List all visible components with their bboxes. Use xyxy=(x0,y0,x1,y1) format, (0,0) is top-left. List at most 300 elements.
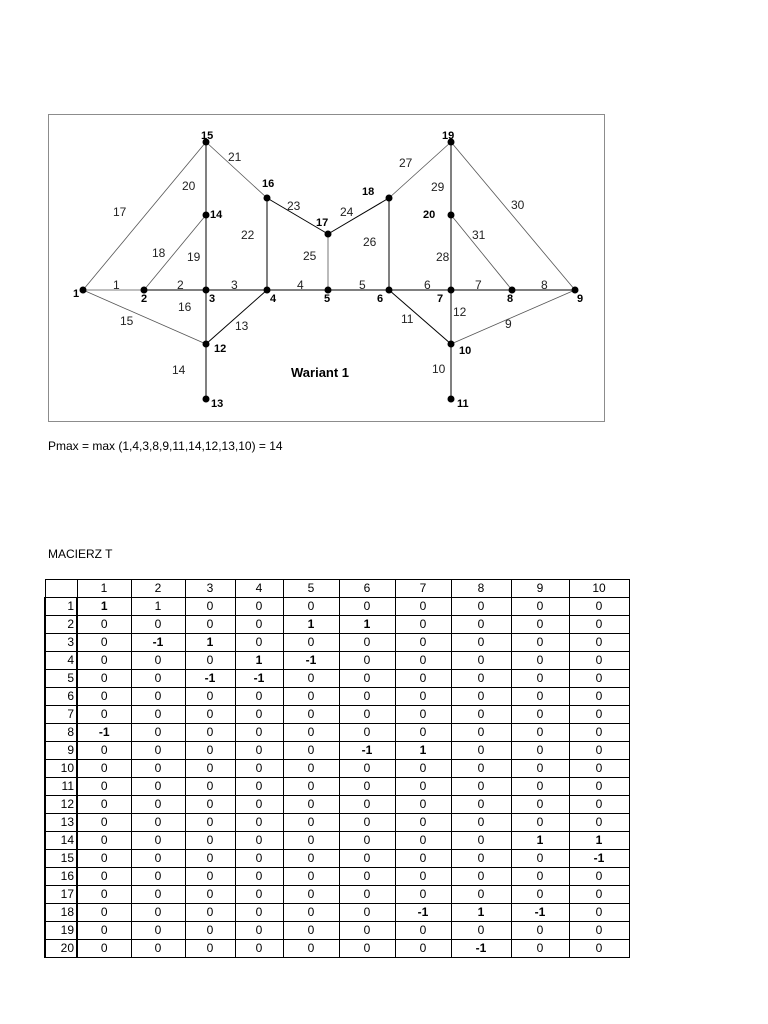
edge-label: 29 xyxy=(431,180,445,194)
matrix-row-header: 1 xyxy=(45,598,77,616)
matrix-cell: 0 xyxy=(511,922,569,940)
edge-label: 31 xyxy=(472,228,486,242)
matrix-cell: 0 xyxy=(235,724,283,742)
matrix-cell: 0 xyxy=(77,778,131,796)
matrix-column-header: 8 xyxy=(451,580,511,598)
matrix-row xyxy=(45,742,629,760)
matrix-cell: 0 xyxy=(283,742,339,760)
matrix-cell: 0 xyxy=(77,616,131,634)
matrix-cell: 0 xyxy=(511,760,569,778)
matrix-cell: 0 xyxy=(395,814,451,832)
matrix-row-header: 12 xyxy=(45,796,77,814)
graph-figure xyxy=(48,114,605,422)
matrix-cell: 0 xyxy=(283,688,339,706)
matrix-cell: 0 xyxy=(451,742,511,760)
matrix-cell: 0 xyxy=(283,706,339,724)
node-label: 2 xyxy=(141,293,148,305)
matrix-cell: 0 xyxy=(235,688,283,706)
matrix-row-header: 18 xyxy=(45,904,77,922)
matrix-row-header: 19 xyxy=(45,922,77,940)
edge-label: 23 xyxy=(287,199,301,213)
matrix-cell: 0 xyxy=(185,598,235,616)
edge-label: 28 xyxy=(436,250,450,264)
matrix-cell: 0 xyxy=(235,778,283,796)
matrix-cell: 0 xyxy=(395,652,451,670)
matrix-row-header: 13 xyxy=(45,814,77,832)
matrix-row-header: 8 xyxy=(45,724,77,742)
matrix-cell: 0 xyxy=(185,760,235,778)
matrix-cell: 0 xyxy=(395,616,451,634)
matrix-cell: 1 xyxy=(339,616,395,634)
matrix-cell: 0 xyxy=(235,868,283,886)
edge-label: 8 xyxy=(541,278,548,292)
matrix-cell: 0 xyxy=(569,742,629,760)
edge-label: 16 xyxy=(178,300,192,314)
matrix-cell: 0 xyxy=(283,634,339,652)
matrix-cell: 0 xyxy=(395,634,451,652)
node-label: 4 xyxy=(270,293,277,305)
matrix-cell: 0 xyxy=(511,940,569,958)
matrix-cell: 0 xyxy=(395,796,451,814)
graph-node xyxy=(203,212,210,219)
matrix-cell: 0 xyxy=(283,796,339,814)
matrix-cell: 0 xyxy=(339,634,395,652)
matrix-cell: 0 xyxy=(339,832,395,850)
matrix-cell: 0 xyxy=(131,670,185,688)
matrix-cell: 0 xyxy=(77,670,131,688)
edge-label: 7 xyxy=(475,278,482,292)
matrix-cell: 0 xyxy=(569,868,629,886)
graph-node xyxy=(386,287,393,294)
edge-label: 20 xyxy=(182,179,196,193)
node-label: 1 xyxy=(73,288,80,300)
matrix-cell: 0 xyxy=(235,904,283,922)
matrix-cell: 0 xyxy=(77,742,131,760)
node-label: 14 xyxy=(210,209,223,221)
matrix-header-row xyxy=(45,580,629,598)
matrix-cell: 0 xyxy=(185,850,235,868)
edge-label: 27 xyxy=(399,156,413,170)
matrix-cell: 0 xyxy=(511,652,569,670)
node-label: 18 xyxy=(362,186,375,198)
edge-label: 26 xyxy=(363,235,377,249)
matrix-cell: 0 xyxy=(451,670,511,688)
graph-edge xyxy=(206,290,267,344)
matrix-cell: 0 xyxy=(235,922,283,940)
matrix-row xyxy=(45,904,629,922)
edge-label: 6 xyxy=(424,278,431,292)
matrix-cell: 0 xyxy=(131,850,185,868)
matrix-cell: 0 xyxy=(511,634,569,652)
matrix-cell: -1 xyxy=(283,652,339,670)
matrix-cell: 0 xyxy=(569,904,629,922)
node-label: 7 xyxy=(437,293,444,305)
edge-label: 13 xyxy=(235,319,249,333)
matrix-cell: 1 xyxy=(451,904,511,922)
matrix-column-header: 4 xyxy=(235,580,283,598)
matrix-cell: 0 xyxy=(451,922,511,940)
matrix-cell: -1 xyxy=(451,940,511,958)
matrix-cell: 0 xyxy=(395,832,451,850)
matrix-cell: 0 xyxy=(451,850,511,868)
matrix-cell: 0 xyxy=(185,742,235,760)
node-label: 17 xyxy=(316,217,329,229)
matrix-column-header: 9 xyxy=(511,580,569,598)
matrix-cell: 0 xyxy=(77,850,131,868)
matrix-cell: 0 xyxy=(395,940,451,958)
graph-node xyxy=(448,341,455,348)
matrix-cell: 0 xyxy=(339,922,395,940)
edge-label: 22 xyxy=(241,228,255,242)
matrix-cell: 0 xyxy=(339,886,395,904)
matrix-cell: 0 xyxy=(77,940,131,958)
matrix-cell: 1 xyxy=(569,832,629,850)
edge-label: 15 xyxy=(120,314,134,328)
matrix-column-header: 7 xyxy=(395,580,451,598)
matrix-cell: 0 xyxy=(339,850,395,868)
matrix-row-header: 15 xyxy=(45,850,77,868)
matrix-row-header: 7 xyxy=(45,706,77,724)
node-label: 20 xyxy=(423,209,436,221)
matrix-row xyxy=(45,760,629,778)
matrix-cell: 0 xyxy=(131,868,185,886)
matrix-row xyxy=(45,940,629,958)
matrix-cell: 0 xyxy=(339,670,395,688)
node-label: 19 xyxy=(442,130,455,142)
matrix-cell: 0 xyxy=(395,724,451,742)
matrix-cell: 0 xyxy=(451,688,511,706)
graph-node xyxy=(448,212,455,219)
node-label: 8 xyxy=(507,293,514,305)
edge-label: 19 xyxy=(187,250,201,264)
matrix-row xyxy=(45,616,629,634)
matrix-row xyxy=(45,670,629,688)
matrix-cell: 0 xyxy=(131,922,185,940)
edge-label: 14 xyxy=(172,363,186,377)
matrix-cell: 0 xyxy=(77,904,131,922)
matrix-row xyxy=(45,598,629,616)
matrix-cell: 0 xyxy=(235,760,283,778)
matrix-cell: 0 xyxy=(185,778,235,796)
matrix-cell: 0 xyxy=(569,796,629,814)
matrix-cell: 0 xyxy=(283,886,339,904)
matrix-cell: 0 xyxy=(283,598,339,616)
matrix-cell: 0 xyxy=(185,832,235,850)
matrix-cell: 0 xyxy=(395,868,451,886)
matrix-cell: 0 xyxy=(339,760,395,778)
matrix-cell: 1 xyxy=(77,598,131,616)
matrix-cell: 0 xyxy=(283,940,339,958)
matrix-cell: 0 xyxy=(511,796,569,814)
matrix-row-header: 17 xyxy=(45,886,77,904)
matrix-cell: 0 xyxy=(235,706,283,724)
matrix-cell: -1 xyxy=(77,724,131,742)
matrix-column-header: 10 xyxy=(569,580,629,598)
matrix-cell: 0 xyxy=(77,796,131,814)
matrix-cell: -1 xyxy=(339,742,395,760)
matrix-cell: 0 xyxy=(395,688,451,706)
matrix-column-header: 3 xyxy=(185,580,235,598)
edge-label: 10 xyxy=(432,362,446,376)
matrix-cell: 0 xyxy=(235,814,283,832)
matrix-cell: 0 xyxy=(451,598,511,616)
matrix-cell: 0 xyxy=(395,850,451,868)
matrix-cell: 0 xyxy=(185,886,235,904)
matrix-cell: 0 xyxy=(339,598,395,616)
matrix-cell: 1 xyxy=(283,616,339,634)
matrix-cell: 0 xyxy=(339,904,395,922)
matrix-cell: 1 xyxy=(511,832,569,850)
matrix-cell: 0 xyxy=(283,904,339,922)
node-label: 13 xyxy=(211,398,224,410)
graph-node xyxy=(448,396,455,403)
matrix-cell: 0 xyxy=(339,814,395,832)
edge-label: 9 xyxy=(505,317,512,331)
matrix-cell: 0 xyxy=(235,616,283,634)
matrix-cell: 0 xyxy=(131,616,185,634)
matrix-title: MACIERZ T xyxy=(48,547,113,561)
matrix-row xyxy=(45,796,629,814)
matrix-cell: 0 xyxy=(131,904,185,922)
graph-node xyxy=(448,287,455,294)
matrix-cell: 0 xyxy=(569,922,629,940)
matrix-cell: 0 xyxy=(569,616,629,634)
matrix-cell: 0 xyxy=(451,832,511,850)
matrix-cell: 0 xyxy=(185,904,235,922)
matrix-row xyxy=(45,850,629,868)
matrix-cell: 0 xyxy=(569,634,629,652)
matrix-cell: 0 xyxy=(185,616,235,634)
matrix-cell: 1 xyxy=(185,634,235,652)
matrix-cell: 0 xyxy=(283,832,339,850)
matrix-cell: 0 xyxy=(235,598,283,616)
edge-label: 2 xyxy=(177,278,184,292)
matrix-cell: 0 xyxy=(235,796,283,814)
matrix-cell: 0 xyxy=(235,940,283,958)
matrix-cell: 0 xyxy=(283,778,339,796)
matrix-cell: 0 xyxy=(569,688,629,706)
matrix-cell: 0 xyxy=(451,760,511,778)
matrix-cell: 0 xyxy=(451,814,511,832)
matrix-cell: 0 xyxy=(451,886,511,904)
matrix-cell: 0 xyxy=(339,778,395,796)
matrix-cell: 0 xyxy=(511,670,569,688)
edge-label: 11 xyxy=(401,312,414,326)
matrix-row xyxy=(45,706,629,724)
matrix-column-header: 1 xyxy=(77,580,131,598)
matrix-cell: -1 xyxy=(235,670,283,688)
matrix-cell: 0 xyxy=(569,670,629,688)
matrix-column-header: 6 xyxy=(339,580,395,598)
graph-edge xyxy=(451,142,575,290)
matrix-cell: 0 xyxy=(511,886,569,904)
matrix-cell: 0 xyxy=(511,688,569,706)
matrix-cell: 0 xyxy=(131,886,185,904)
matrix-row xyxy=(45,886,629,904)
matrix-cell: 0 xyxy=(569,760,629,778)
matrix-cell: 0 xyxy=(131,778,185,796)
matrix-t-table xyxy=(44,579,630,958)
matrix-cell: 0 xyxy=(185,688,235,706)
matrix-cell: 0 xyxy=(77,760,131,778)
matrix-row-header: 11 xyxy=(45,778,77,796)
matrix-cell: 0 xyxy=(77,868,131,886)
matrix-cell: 0 xyxy=(131,832,185,850)
matrix-cell: 0 xyxy=(569,598,629,616)
matrix-cell: 0 xyxy=(77,814,131,832)
matrix-row xyxy=(45,778,629,796)
matrix-cell: 0 xyxy=(569,706,629,724)
matrix-cell: 0 xyxy=(451,634,511,652)
node-label: 3 xyxy=(209,293,216,305)
matrix-cell: 0 xyxy=(451,796,511,814)
node-label: 16 xyxy=(262,178,275,190)
edge-label: 3 xyxy=(231,278,238,292)
matrix-cell: 0 xyxy=(185,796,235,814)
matrix-cell: 0 xyxy=(185,724,235,742)
matrix-cell: -1 xyxy=(131,634,185,652)
edge-label: 24 xyxy=(340,205,354,219)
matrix-cell: 0 xyxy=(511,742,569,760)
edge-label: 21 xyxy=(228,150,242,164)
matrix-cell: 0 xyxy=(77,706,131,724)
matrix-cell: 0 xyxy=(511,616,569,634)
matrix-cell: 0 xyxy=(339,688,395,706)
matrix-row-header: 20 xyxy=(45,940,77,958)
matrix-row-header: 2 xyxy=(45,616,77,634)
matrix-cell: 1 xyxy=(131,598,185,616)
matrix-row-header: 16 xyxy=(45,868,77,886)
graph-node xyxy=(203,341,210,348)
graph-diagram xyxy=(49,115,606,423)
matrix-cell: 0 xyxy=(131,796,185,814)
matrix-column-header: 5 xyxy=(283,580,339,598)
matrix-row-header: 3 xyxy=(45,634,77,652)
matrix-row xyxy=(45,814,629,832)
matrix-cell: 0 xyxy=(185,814,235,832)
matrix-cell: 0 xyxy=(77,832,131,850)
matrix-cell: 0 xyxy=(451,616,511,634)
edge-label: 18 xyxy=(152,246,166,260)
matrix-row-header: 5 xyxy=(45,670,77,688)
matrix-cell: 0 xyxy=(235,832,283,850)
matrix-cell: 0 xyxy=(511,598,569,616)
matrix-cell: 0 xyxy=(131,940,185,958)
matrix-cell: 0 xyxy=(185,868,235,886)
matrix-cell: 0 xyxy=(395,778,451,796)
matrix-cell: 0 xyxy=(185,940,235,958)
matrix-cell: 0 xyxy=(77,634,131,652)
matrix-cell: 0 xyxy=(339,940,395,958)
matrix-cell: 1 xyxy=(235,652,283,670)
matrix-cell: 0 xyxy=(511,706,569,724)
matrix-row xyxy=(45,868,629,886)
matrix-cell: 0 xyxy=(77,886,131,904)
node-label: 9 xyxy=(577,293,584,305)
edge-label: 4 xyxy=(297,278,304,292)
matrix-cell: 0 xyxy=(131,742,185,760)
matrix-cell: 0 xyxy=(185,922,235,940)
matrix-row xyxy=(45,724,629,742)
matrix-cell: 0 xyxy=(339,652,395,670)
matrix-cell: 0 xyxy=(511,724,569,742)
matrix-cell: 0 xyxy=(77,922,131,940)
matrix-cell: 0 xyxy=(235,634,283,652)
matrix-cell: 0 xyxy=(511,778,569,796)
matrix-cell: 0 xyxy=(511,868,569,886)
matrix-row-header: 14 xyxy=(45,832,77,850)
matrix-cell: 0 xyxy=(283,760,339,778)
matrix-cell: 0 xyxy=(569,724,629,742)
matrix-cell: 0 xyxy=(339,868,395,886)
matrix-cell: 0 xyxy=(283,670,339,688)
matrix-row-header: 4 xyxy=(45,652,77,670)
matrix-cell: 1 xyxy=(395,742,451,760)
node-label: 11 xyxy=(457,398,469,410)
matrix-cell: 0 xyxy=(131,760,185,778)
matrix-cell: 0 xyxy=(283,724,339,742)
graph-edge xyxy=(83,142,206,290)
matrix-cell: 0 xyxy=(569,814,629,832)
matrix-cell: 0 xyxy=(511,814,569,832)
matrix-cell: 0 xyxy=(131,652,185,670)
matrix-cell: 0 xyxy=(131,814,185,832)
matrix-cell: 0 xyxy=(451,868,511,886)
matrix-cell: 0 xyxy=(77,652,131,670)
node-label: 15 xyxy=(201,130,214,142)
graph-node xyxy=(325,231,332,238)
matrix-column-header: 2 xyxy=(131,580,185,598)
edge-label: 5 xyxy=(359,278,366,292)
graph-node xyxy=(264,195,271,202)
node-label: 10 xyxy=(459,345,472,357)
edge-label: 25 xyxy=(303,249,317,263)
matrix-row xyxy=(45,634,629,652)
matrix-row xyxy=(45,688,629,706)
matrix-row xyxy=(45,832,629,850)
edge-label: 12 xyxy=(453,305,467,319)
matrix-cell: 0 xyxy=(451,706,511,724)
variant-label: Wariant 1 xyxy=(291,365,350,380)
matrix-cell: -1 xyxy=(511,904,569,922)
matrix-cell: 0 xyxy=(395,760,451,778)
graph-edge xyxy=(328,198,389,234)
matrix-cell: -1 xyxy=(395,904,451,922)
matrix-cell: 0 xyxy=(395,886,451,904)
matrix-cell: 0 xyxy=(131,688,185,706)
edge-label: 1 xyxy=(113,278,120,292)
matrix-cell: 0 xyxy=(235,742,283,760)
matrix-cell: 0 xyxy=(569,652,629,670)
matrix-cell: 0 xyxy=(235,886,283,904)
matrix-cell: 0 xyxy=(131,706,185,724)
node-label: 6 xyxy=(377,293,384,305)
matrix-row xyxy=(45,922,629,940)
matrix-cell: 0 xyxy=(451,724,511,742)
matrix-cell: 0 xyxy=(569,940,629,958)
graph-node xyxy=(80,287,87,294)
matrix-cell: 0 xyxy=(283,922,339,940)
matrix-cell: -1 xyxy=(569,850,629,868)
matrix-cell: 0 xyxy=(395,670,451,688)
matrix-cell: 0 xyxy=(569,886,629,904)
matrix-cell: 0 xyxy=(395,922,451,940)
matrix-row-header: 10 xyxy=(45,760,77,778)
matrix-cell: 0 xyxy=(339,724,395,742)
matrix-row-header: 6 xyxy=(45,688,77,706)
matrix-cell: 0 xyxy=(339,706,395,724)
matrix-cell: 0 xyxy=(131,724,185,742)
